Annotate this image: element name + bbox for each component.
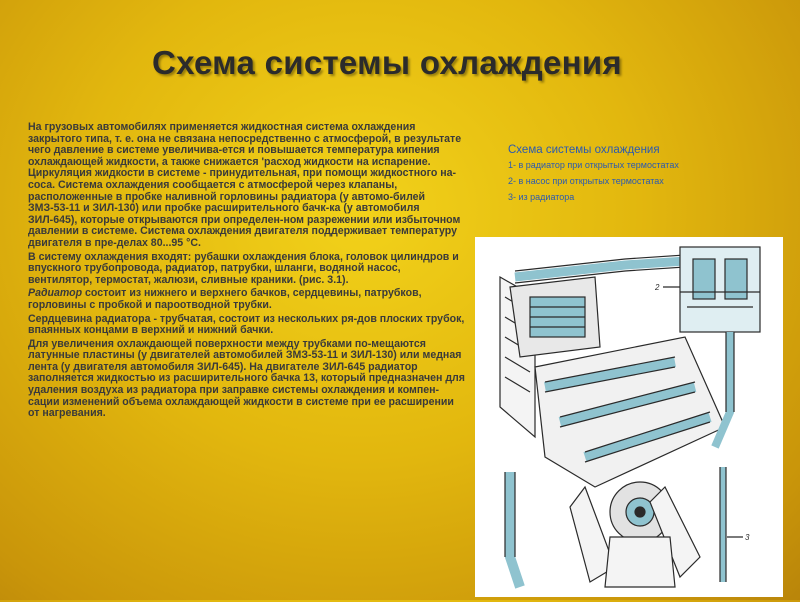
legend-item-3: 3- из радиатора	[508, 192, 575, 202]
paragraph-core: Сердцевина радиатора - трубчатая, состоит из нескольких ря-дов плоских трубок, впаянных концами в верхний и нижний бачки.	[28, 312, 465, 337]
diagram-label-2: 2	[655, 283, 660, 292]
slide-title: Схема системы охлаждения	[152, 44, 622, 81]
paragraph-components: В систему охлаждения входят: рубашки охлаждения блока, головок цилиндров и впускного трубопровода, радиатор, патрубки, шланги, водяной насос, вентилятор, термостат, жалюзи, сливные краники. (рис. 3.1).	[28, 250, 459, 286]
legend-item-1: 1- в радиатор при открытых термостатах	[508, 160, 679, 170]
cooling-system-diagram	[475, 237, 783, 597]
legend-item-2: 2- в насос при открытых термостатах	[508, 176, 664, 186]
diagram-label-3: 3	[745, 533, 750, 542]
diagram-legend	[508, 144, 748, 208]
radiator-description: состоит из нижнего и верхнего бачков, сердцевины, патрубков, горловины с пробкой и пароотводной трубки.	[28, 287, 422, 311]
radiator-term: Радиатор	[28, 287, 83, 300]
paragraph-radiator	[28, 288, 466, 311]
paragraph-cooling-surface: Для увеличения охлаждающей поверхности между трубками по-мещаются латунные пластины (у двигателей автомобилей ЗМЗ-53-11 и ЗИЛ-130) или медная лента (у двигателя автомобиля ЗИЛ-645). На двигателе ЗИЛ-645 радиатор заполняется жидкостью из расширительного бачка 13, который предназначен для удаления воздуха из радиатора при заправке системы охлаждения и компен-сации изменений объема охлаждающей жидкости в системе при ее расширении от нагревания.	[28, 337, 465, 420]
engine-schematic	[475, 237, 783, 597]
legend-title: Схема системы охлаждения	[508, 144, 660, 156]
thermostat-housing	[680, 247, 760, 332]
body-text	[28, 122, 466, 422]
paragraph-intro: На грузовых автомобилях применяется жидкостная система охлаждения закрытого типа, т. е. она не связана непосредственно с атмосферой, в результате чего давление в системе увеличива-ется и повышается температура кипения охлаждающей жидкости, а также снижается 'расход жидкости на испарение. Циркуляция жидкости в системе - принудительная, при помощи жидкостного на-соса. Система охлаждения сообщается с атмосферой через клапаны, расположенные в пробке наливной горловины радиатора (у автомо-билей ЗМЗ-53-11 и ЗИЛ-130) или пробке расширительного бачк-ка (у автомобиля ЗИЛ-645), которые открываются при определен-ном разрежении или избыточном давлении в системе. Система охлаждения двигателя поддерживает температуру двигателя в пре-делах 80...95 °С.	[28, 121, 462, 249]
cylinder-block	[535, 337, 725, 487]
